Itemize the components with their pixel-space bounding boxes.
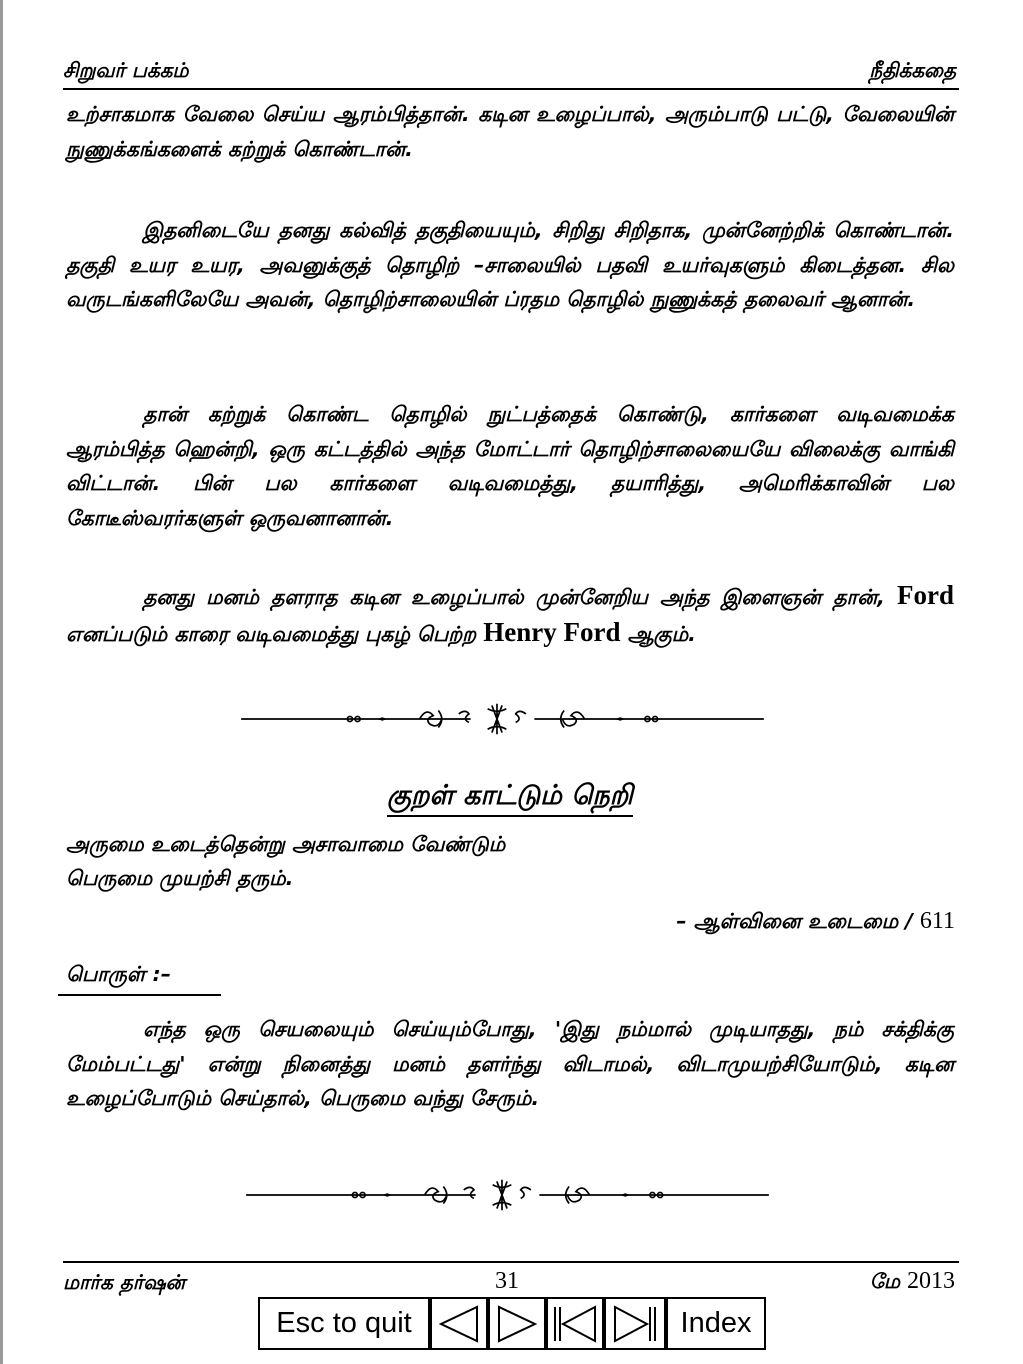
esc-to-quit-button[interactable]: Esc to quit [258, 1297, 430, 1350]
henry-ford-text: Henry Ford [483, 616, 621, 647]
prev-page-icon [437, 1304, 481, 1344]
paragraph-4-text-3: ஆகும். [627, 621, 696, 646]
index-button[interactable]: Index [666, 1297, 766, 1350]
first-page-icon [551, 1304, 599, 1344]
kural-chapter: – ஆள்வினை உடைமை / [676, 909, 913, 933]
paragraph-4-text-2: எனப்படும் காரை வடிவமைத்து புகழ் பெற்ற [66, 621, 477, 646]
next-page-button[interactable] [488, 1297, 546, 1350]
story-paragraph-3: தான் கற்றுக் கொண்ட தொழில் நுட்பத்தைக் கொண்டு, கார்களை வடிவமைக்க ஆரம்பித்த ஹென்றி, ஒரு கட்டத்தில் அந்த மோட்டார் தொழிற்சாலையையே விலைக்கு வாங்கி விட்டான். பின் பல கார்களை வடிவமைத்து, தயாரித்து, அமெரிக்காவின் பல கோடீஸ்வரர்களுள் ஒருவனானான். [66, 402, 954, 530]
meaning-underline [58, 994, 221, 996]
last-page-icon [611, 1304, 659, 1344]
kural-reference [676, 908, 955, 936]
meaning-label: பொருள் :– [66, 962, 172, 986]
issue-year: 2013 [907, 1268, 955, 1294]
prev-page-button[interactable] [430, 1297, 488, 1350]
page-header [63, 58, 956, 86]
page-number: 31 [495, 1268, 519, 1294]
ford-text: Ford [897, 580, 954, 610]
first-page-button[interactable] [546, 1297, 604, 1350]
issue-date [870, 1268, 955, 1296]
footer-rule [63, 1261, 959, 1263]
page-left-border [0, 0, 3, 1364]
issue-month: மே [869, 1269, 901, 1293]
kural-line-2: பெருமை முயற்சி தரும். [66, 866, 294, 890]
story-paragraph-1: உற்சாகமாக வேலை செய்ய ஆரம்பித்தான். கடின உழைப்பால், அரும்பாடு பட்டு, வேலையின் நுணுக்கங்களைக் கற்றுக் கொண்டான். [66, 102, 954, 161]
ornament-divider-1 [195, 702, 810, 736]
kural-line-1: அருமை உடைத்தென்று அசாவாமை வேண்டும் [66, 832, 506, 856]
magazine-name: மார்க தர்ஷன் [63, 1270, 186, 1294]
story-paragraph-2: இதனிடையே தனது கல்வித் தகுதியையும், சிறிது சிறிதாக, முன்னேற்றிக் கொண்டான். தகுதி உயர உயர, அவனுக்குத் தொழிற் –சாலையில் பதவி உயர்வுகளும் கிடைத்தன. சில வருடங்களிலேயே அவன், தொழிற்சாலையின் ப்ரதம தொழில் நுணுக்கத் தலைவர் ஆனான். [66, 218, 954, 311]
story-paragraph-4 [66, 578, 954, 651]
last-page-button[interactable] [604, 1297, 666, 1350]
paragraph-4-text-1: தனது மனம் தளராத கடின உழைப்பால் முன்னேறிய அந்த இளைஞன் தான், [143, 585, 885, 609]
section-name: சிறுவர் பக்கம் [63, 58, 189, 82]
ornament-divider-2 [200, 1178, 815, 1212]
kural-number: 611 [919, 908, 955, 934]
next-page-icon [495, 1304, 539, 1344]
kural-title: குறள் காட்டும் நெறி [320, 780, 700, 815]
story-category: நீதிக்கதை [869, 58, 956, 82]
header-rule [63, 88, 959, 90]
kural-meaning: எந்த ஒரு செயலையும் செய்யும்போது, 'இது நம்மால் முடியாதது, நம் சக்திக்கு மேம்பட்டது' என்று நினைத்து மனம் தளர்ந்து விடாமல், விடாமுயற்சியோடும், கடின உழைப்போடும் செய்தால், பெருமை வந்து சேரும். [66, 1017, 954, 1110]
